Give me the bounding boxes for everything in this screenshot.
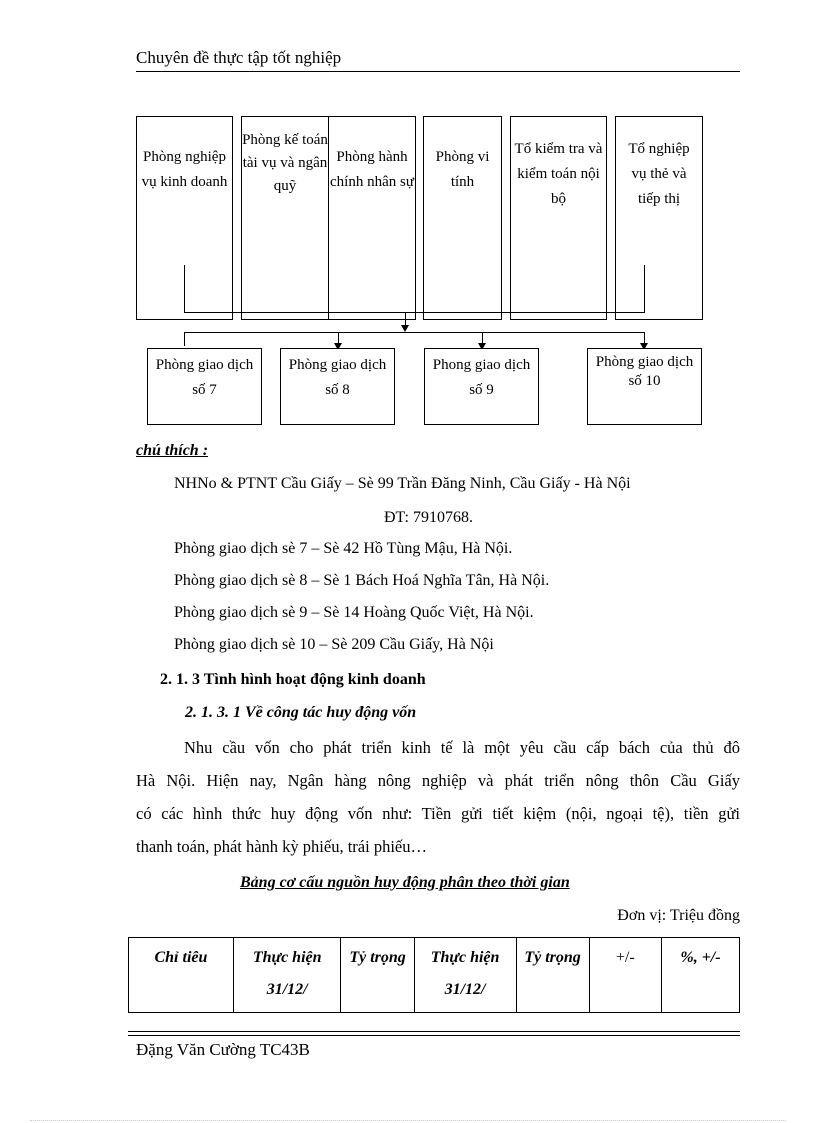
table-header-cell: Tỷ trọng bbox=[516, 938, 589, 1013]
branch-box-9 bbox=[424, 348, 539, 425]
note-line: Phòng giao dịch sè 8 – Sè 1 Bách Hoá Nghĩa Tân, Hà Nội. bbox=[174, 572, 550, 589]
footer-divider bbox=[128, 1031, 740, 1032]
notes-title: chú thích : bbox=[136, 442, 209, 459]
body-paragraph bbox=[136, 731, 740, 863]
dept-box-admin bbox=[328, 116, 416, 320]
branch-box-7 bbox=[147, 348, 262, 425]
dept-box-accounting bbox=[241, 116, 329, 320]
dept-box-audit bbox=[510, 116, 607, 320]
dept-box-cards bbox=[615, 116, 703, 320]
section-subheading: 2. 1. 3. 1 Về công tác huy động vốn bbox=[185, 704, 417, 721]
table-header-cell: Thực hiện 31/12/ bbox=[414, 938, 516, 1013]
table-title: Bảng cơ cấu nguồn huy động phân theo thời gian bbox=[240, 874, 570, 891]
table-header-row bbox=[129, 938, 740, 1013]
note-line: Phòng giao dịch sè 9 – Sè 14 Hoàng Quốc Việt, Hà Nội. bbox=[174, 604, 534, 621]
branch-label: Phòng giao dịch số 8 bbox=[288, 357, 387, 398]
connector-line bbox=[184, 265, 185, 312]
connector-line bbox=[184, 332, 645, 333]
note-line: Phòng giao dịch sè 7 – Sè 42 Hồ Tùng Mậu, Hà Nội. bbox=[174, 540, 513, 557]
paragraph-line: Hà Nội. Hiện nay, Ngân hàng nông nghiệp và phát triển nông thôn Cầu Giấy bbox=[136, 771, 740, 790]
footer-author: Đặng Văn Cường TC43B bbox=[136, 1040, 310, 1059]
dept-label: Phòng hành chính nhân sự bbox=[330, 149, 414, 190]
table-header-cell: Tỷ trọng bbox=[341, 938, 414, 1013]
note-line: ĐT: 7910768. bbox=[384, 509, 473, 526]
branch-box-10 bbox=[587, 348, 702, 425]
note-line: NHNo & PTNT Cầu Giấy – Sè 99 Trần Đăng Ninh, Cầu Giấy - Hà Nội bbox=[174, 475, 631, 492]
connector-line bbox=[184, 312, 645, 313]
paragraph-line: thanh toán, phát hành kỳ phiếu, trái phiếu… bbox=[136, 837, 427, 856]
dept-label: Tổ nghiệp vụ thẻ và tiếp thị bbox=[628, 141, 690, 207]
branch-box-8 bbox=[280, 348, 395, 425]
section-heading: 2. 1. 3 Tình hình hoạt động kinh doanh bbox=[160, 671, 426, 688]
table-header-cell: Thực hiện 31/12/ bbox=[233, 938, 341, 1013]
dept-box-it bbox=[423, 116, 502, 320]
paragraph-line: Nhu cầu vốn cho phát triển kinh tế là một yêu cầu cấp bách của thủ đô bbox=[184, 738, 740, 757]
header-title: Chuyên đề thực tập tốt nghiệp bbox=[136, 48, 342, 67]
dept-label: Phòng nghiệp vụ kinh doanh bbox=[141, 149, 228, 190]
branch-label: Phòng giao dịch số 7 bbox=[155, 357, 254, 398]
table-header-cell: %, +/- bbox=[661, 938, 739, 1013]
branch-label: Phòng giao dịch số 10 bbox=[595, 354, 694, 389]
table-header-cell: Chỉ tiêu bbox=[129, 938, 234, 1013]
dept-label: Phòng vi tính bbox=[435, 149, 490, 190]
dept-label: Phòng kế toán tài vụ và ngân quỹ bbox=[242, 132, 328, 194]
dept-label: Tổ kiểm tra và kiểm toán nội bộ bbox=[514, 141, 603, 207]
connector-line bbox=[184, 332, 185, 346]
funding-table bbox=[128, 937, 740, 1013]
table-header-cell: +/- bbox=[589, 938, 661, 1013]
header-divider bbox=[136, 71, 740, 72]
table-unit: Đơn vị: Triệu đồng bbox=[617, 907, 740, 924]
connector-line bbox=[644, 265, 645, 312]
footer-divider bbox=[128, 1035, 740, 1036]
page-edge-divider bbox=[30, 1120, 786, 1121]
note-line: Phòng giao dịch sè 10 – Sè 209 Cầu Giấy, Hà Nội bbox=[174, 636, 494, 653]
paragraph-line: có các hình thức huy động vốn như: Tiền gửi tiết kiệm (nội, ngoại tệ), tiền gửi bbox=[136, 804, 740, 823]
branch-label: Phong giao dịch số 9 bbox=[432, 357, 531, 398]
arrow-down-icon bbox=[401, 325, 409, 332]
